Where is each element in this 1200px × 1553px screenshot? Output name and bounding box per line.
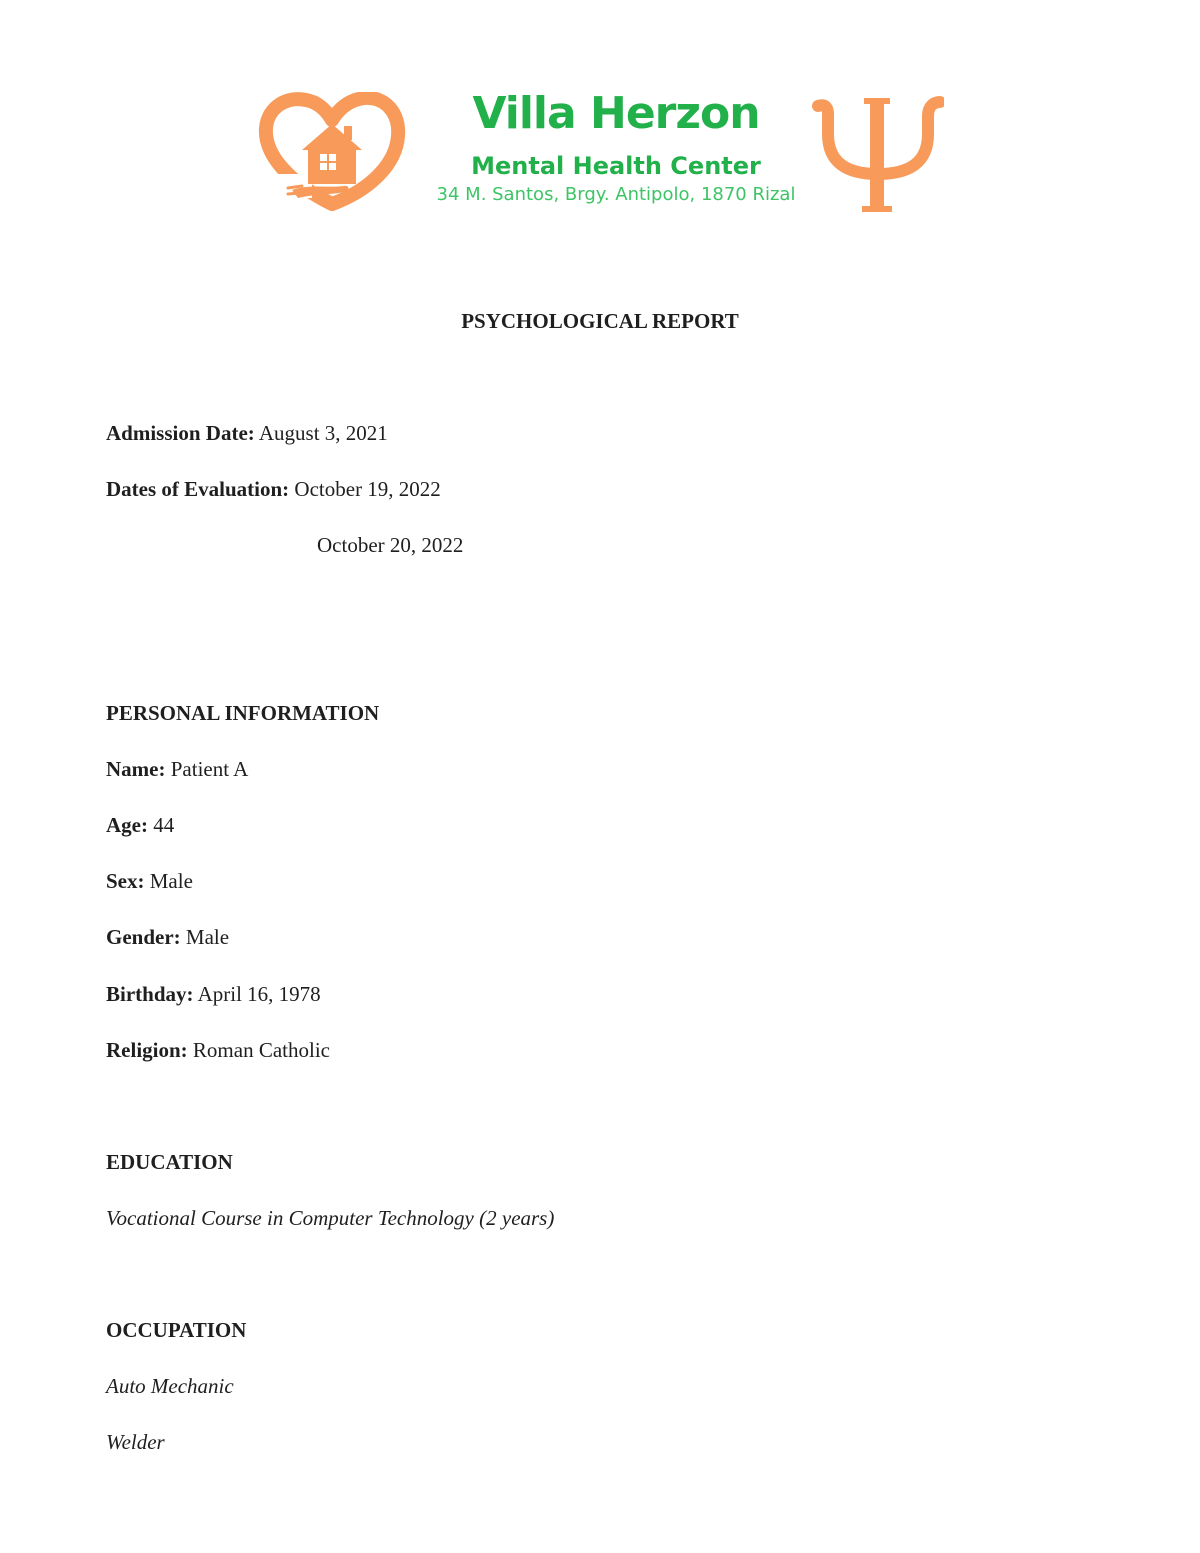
age-field xyxy=(106,813,174,838)
sex-field xyxy=(106,869,193,894)
name-label: Name: xyxy=(106,757,166,781)
age-value: 44 xyxy=(153,813,175,837)
religion-field xyxy=(106,1038,330,1063)
admission-date-value: August 3, 2021 xyxy=(258,421,388,445)
birthday-field xyxy=(106,982,321,1007)
report-title: PSYCHOLOGICAL REPORT xyxy=(461,309,739,333)
religion-value: Roman Catholic xyxy=(192,1038,330,1062)
education-heading: EDUCATION xyxy=(106,1150,233,1174)
religion-label: Religion: xyxy=(106,1038,188,1062)
brand-name: Villa Herzon xyxy=(472,88,760,139)
evaluation-date-1: October 19, 2022 xyxy=(294,477,441,501)
name-value: Patient A xyxy=(170,757,249,781)
brand-subtitle: Mental Health Center xyxy=(471,152,761,180)
gender-value: Male xyxy=(185,925,230,949)
evaluation-dates-line xyxy=(106,477,441,502)
occupation-item: Auto Mechanic xyxy=(106,1374,234,1398)
psi-symbol-icon xyxy=(812,96,944,216)
occupation-heading: OCCUPATION xyxy=(106,1318,247,1342)
gender-label: Gender: xyxy=(106,925,181,949)
occupation-item: Welder xyxy=(106,1430,165,1454)
gender-field xyxy=(106,925,229,950)
heart-house-hand-logo-icon xyxy=(258,92,406,214)
evaluation-dates-label: Dates of Evaluation: xyxy=(106,477,290,501)
age-label: Age: xyxy=(106,813,148,837)
name-field xyxy=(106,757,248,782)
birthday-value: April 16, 1978 xyxy=(197,982,321,1006)
evaluation-date-2: October 20, 2022 xyxy=(317,533,464,557)
admission-date-line xyxy=(106,421,388,446)
sex-label: Sex: xyxy=(106,869,145,893)
admission-date-label: Admission Date: xyxy=(106,421,255,445)
education-item: Vocational Course in Computer Technology (2 years) xyxy=(106,1206,555,1230)
sex-value: Male xyxy=(149,869,193,893)
personal-information-heading: PERSONAL INFORMATION xyxy=(106,701,380,725)
birthday-label: Birthday: xyxy=(106,982,194,1006)
brand-address: 34 M. Santos, Brgy. Antipolo, 1870 Rizal xyxy=(436,184,796,205)
